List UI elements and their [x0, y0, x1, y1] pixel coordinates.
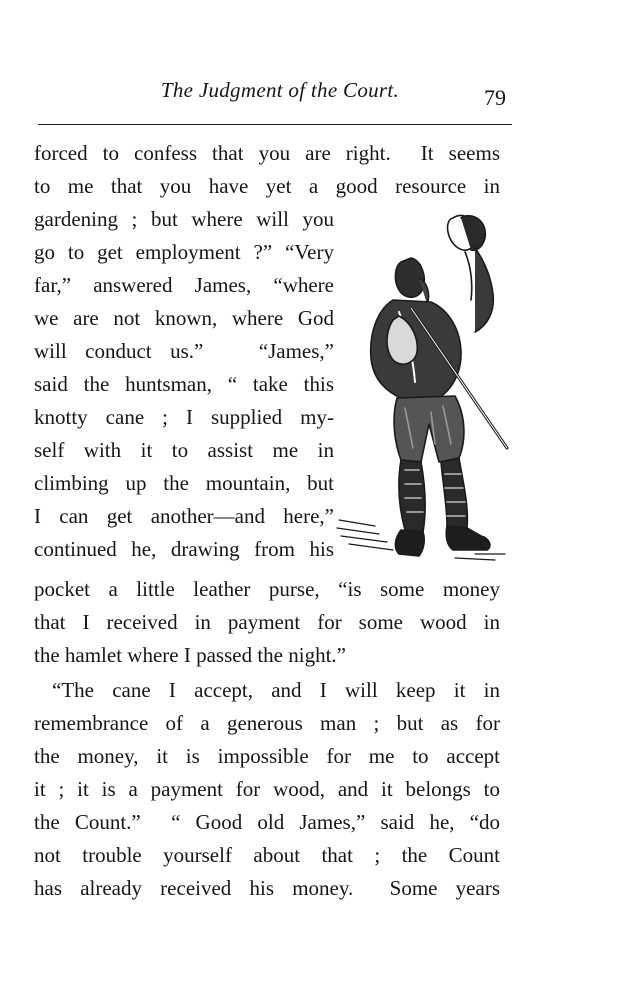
page-number: 79 [484, 85, 506, 110]
text-line: the Count.” “ Good old James,” said he, “do [34, 810, 500, 834]
text-line: the hamlet where I passed the night.” [34, 643, 346, 667]
text-line: will conduct us.” “James,” [34, 339, 334, 363]
header-rule [38, 124, 512, 125]
text-line: far,” answered James, “where [34, 273, 334, 297]
text-line: “The cane I accept, and I will keep it in [52, 678, 500, 702]
text-line: that I received in payment for some wood in [34, 610, 500, 634]
text-line: it ; it is a payment for wood, and it belongs to [34, 777, 500, 801]
text-line: knotty cane ; I supplied my- [34, 405, 334, 429]
illustration-huntsman [335, 208, 513, 568]
text-line: pocket a little leather purse, “is some money [34, 577, 500, 601]
text-line: said the huntsman, “ take this [34, 372, 334, 396]
text-line: remembrance of a generous man ; but as for [34, 711, 500, 735]
text-line: has already received his money. Some years [34, 876, 500, 900]
text-line: the money, it is impossible for me to accept [34, 744, 500, 768]
text-line: not trouble yourself about that ; the Count [34, 843, 500, 867]
text-line: to me that you have yet a good resource in [34, 174, 500, 198]
text-line: we are not known, where God [34, 306, 334, 330]
man-waving-hat-illustration [335, 208, 513, 568]
text-line: gardening ; but where will you [34, 207, 334, 231]
text-line: go to get employment ?” “Very [34, 240, 334, 264]
text-line: I can get another—and here,” [34, 504, 334, 528]
text-line: self with it to assist me in [34, 438, 334, 462]
text-line: climbing up the mountain, but [34, 471, 334, 495]
text-line: continued he, drawing from his [34, 537, 334, 561]
text-line: forced to confess that you are right. It seems [34, 141, 500, 165]
running-title: The Judgment of the Court. [160, 78, 400, 102]
